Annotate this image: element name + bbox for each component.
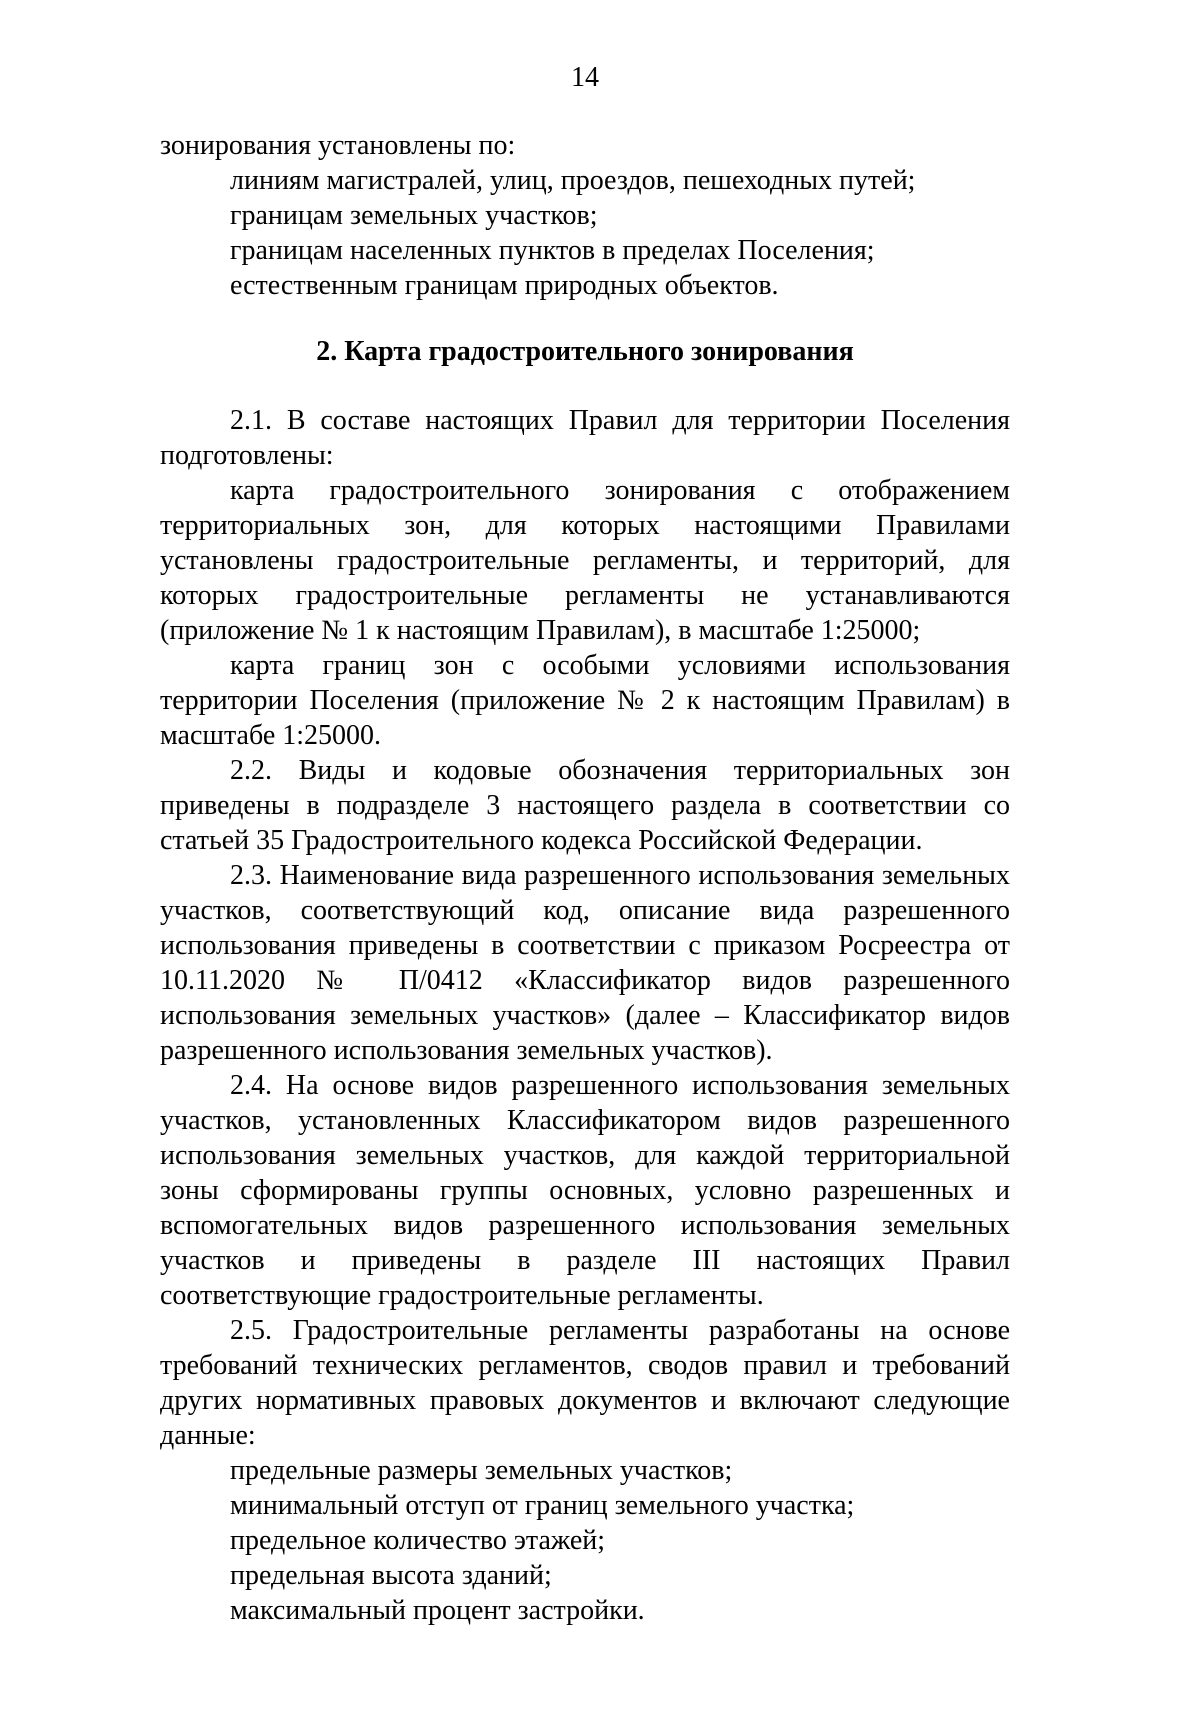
regulation-list-item: максимальный процент застройки. [230, 1595, 645, 1626]
paragraph-2-1: 2.1. В составе настоящих Правил для территории Поселения подготовлены: [160, 405, 1010, 471]
paragraph-2-2: 2.2. Виды и кодовые обозначения территориальных зон приведены в подразделе 3 настоящего раздела в соответствии со статьей 35 Градостроительного кодекса Российской Федерации. [160, 755, 1010, 856]
intro-list-item: границам земельных участков; [230, 200, 598, 231]
regulation-list-item: предельные размеры земельных участков; [230, 1455, 733, 1486]
paragraph-map-zoning: карта градостроительного зонирования с отображением территориальных зон, для которых настоящими Правилами установлены градостроительные регламенты, и территорий, для которых градостроительные регламенты не устанавливаются (приложение № 1 к настоящим Правилам), в масштабе 1:25000; [160, 475, 1010, 646]
intro-list-item: естественным границам природных объектов. [230, 270, 779, 301]
paragraph-2-3: 2.3. Наименование вида разрешенного использования земельных участков, соответствующий код, описание вида разрешенного использования приведены в соответствии с приказом Росреестра от 10.11.2020 № П/0412 «Классификатор видов разрешенного использования земельных участков» (далее – Классификатор видов разрешенного использования земельных участков). [160, 860, 1010, 1066]
document-body [160, 128, 1010, 1628]
paragraph-continuation: зонирования установлены по: [160, 130, 516, 161]
intro-list-item: границам населенных пунктов в пределах Поселения; [230, 235, 875, 266]
regulation-list-item: минимальный отступ от границ земельного участка; [230, 1490, 855, 1521]
paragraph-2-5: 2.5. Градостроительные регламенты разработаны на основе требований технических регламентов, сводов правил и требований других нормативных правовых документов и включают следующие данные: [160, 1315, 1010, 1451]
regulation-list-item: предельная высота зданий; [230, 1560, 552, 1591]
paragraph-map-borders: карта границ зон с особыми условиями использования территории Поселения (приложение № 2 к настоящим Правилам) в масштабе 1:25000. [160, 650, 1010, 751]
intro-list-item: линиям магистралей, улиц, проездов, пешеходных путей; [230, 165, 916, 196]
page-number: 14 [571, 62, 599, 93]
section-heading: 2. Карта градостроительного зонирования [316, 336, 854, 367]
regulation-list-item: предельное количество этажей; [230, 1525, 606, 1556]
paragraph-2-4: 2.4. На основе видов разрешенного использования земельных участков, установленных Классификатором видов разрешенного использования земельных участков, для каждой территориальной зоны сформированы группы основных, условно разрешенных и вспомогательных видов разрешенного использования земельных участков и приведены в разделе III настоящих Правил соответствующие градостроительные регламенты. [160, 1070, 1010, 1311]
